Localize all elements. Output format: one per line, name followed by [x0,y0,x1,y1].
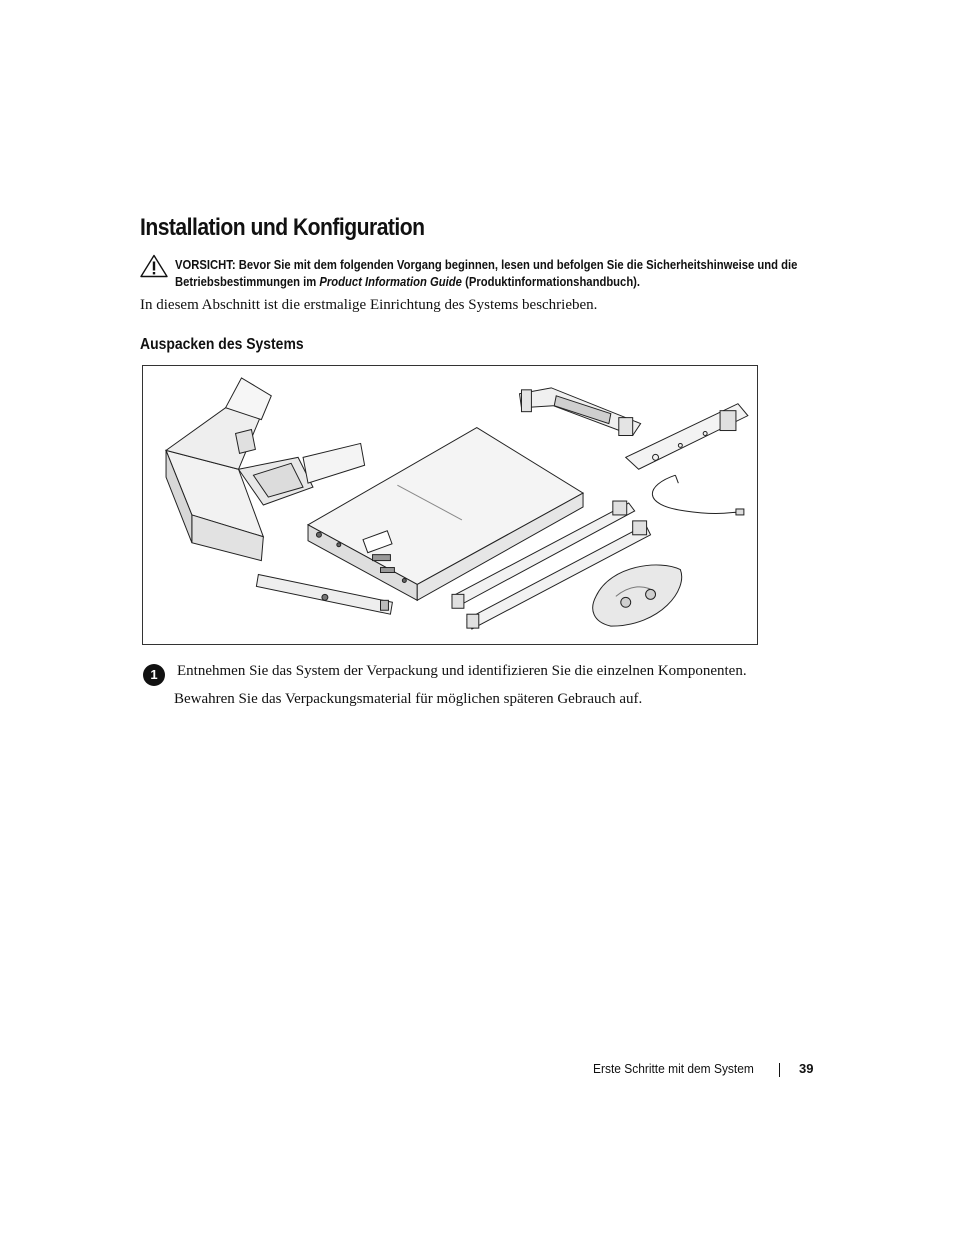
components-drawing [143,366,757,644]
rail-bracket-plate [626,404,748,470]
step-note: Bewahren Sie das Verpackungsmaterial für möglichen späteren Gebrauch auf. [174,691,643,707]
warning-triangle-icon [140,254,168,278]
guide-name: Product Information Guide [319,275,462,289]
hardware-bag [593,565,682,626]
cable-management-arm [520,388,641,436]
front-bezel [256,575,392,615]
caution-notice [175,257,841,291]
footer-title: Erste Schritte mit dem System [593,1061,754,1076]
caution-text: Bevor Sie mit dem folgenden Vorgang beginnen, lesen und befolgen Sie die Sicherheitshinweise und die Betriebsbestimmungen im [175,258,798,289]
step-number-badge: 1 [143,664,165,686]
intro-paragraph: In diesem Abschnitt ist die erstmalige Einrichtung des Systems beschrieben. [140,297,598,313]
caution-label: VORSICHT: [175,258,236,272]
cable [652,475,743,515]
footer-separator [779,1063,780,1077]
page-title: Installation und Konfiguration [140,214,425,241]
unpacking-illustration [142,365,758,645]
caution-text-after: (Produktinformationshandbuch). [465,275,641,289]
section-title: Auspacken des Systems [140,336,304,353]
page-number: 39 [799,1061,814,1076]
step-text: Entnehmen Sie das System der Verpackung und identifizieren Sie die einzelnen Komponenten. [177,663,747,679]
